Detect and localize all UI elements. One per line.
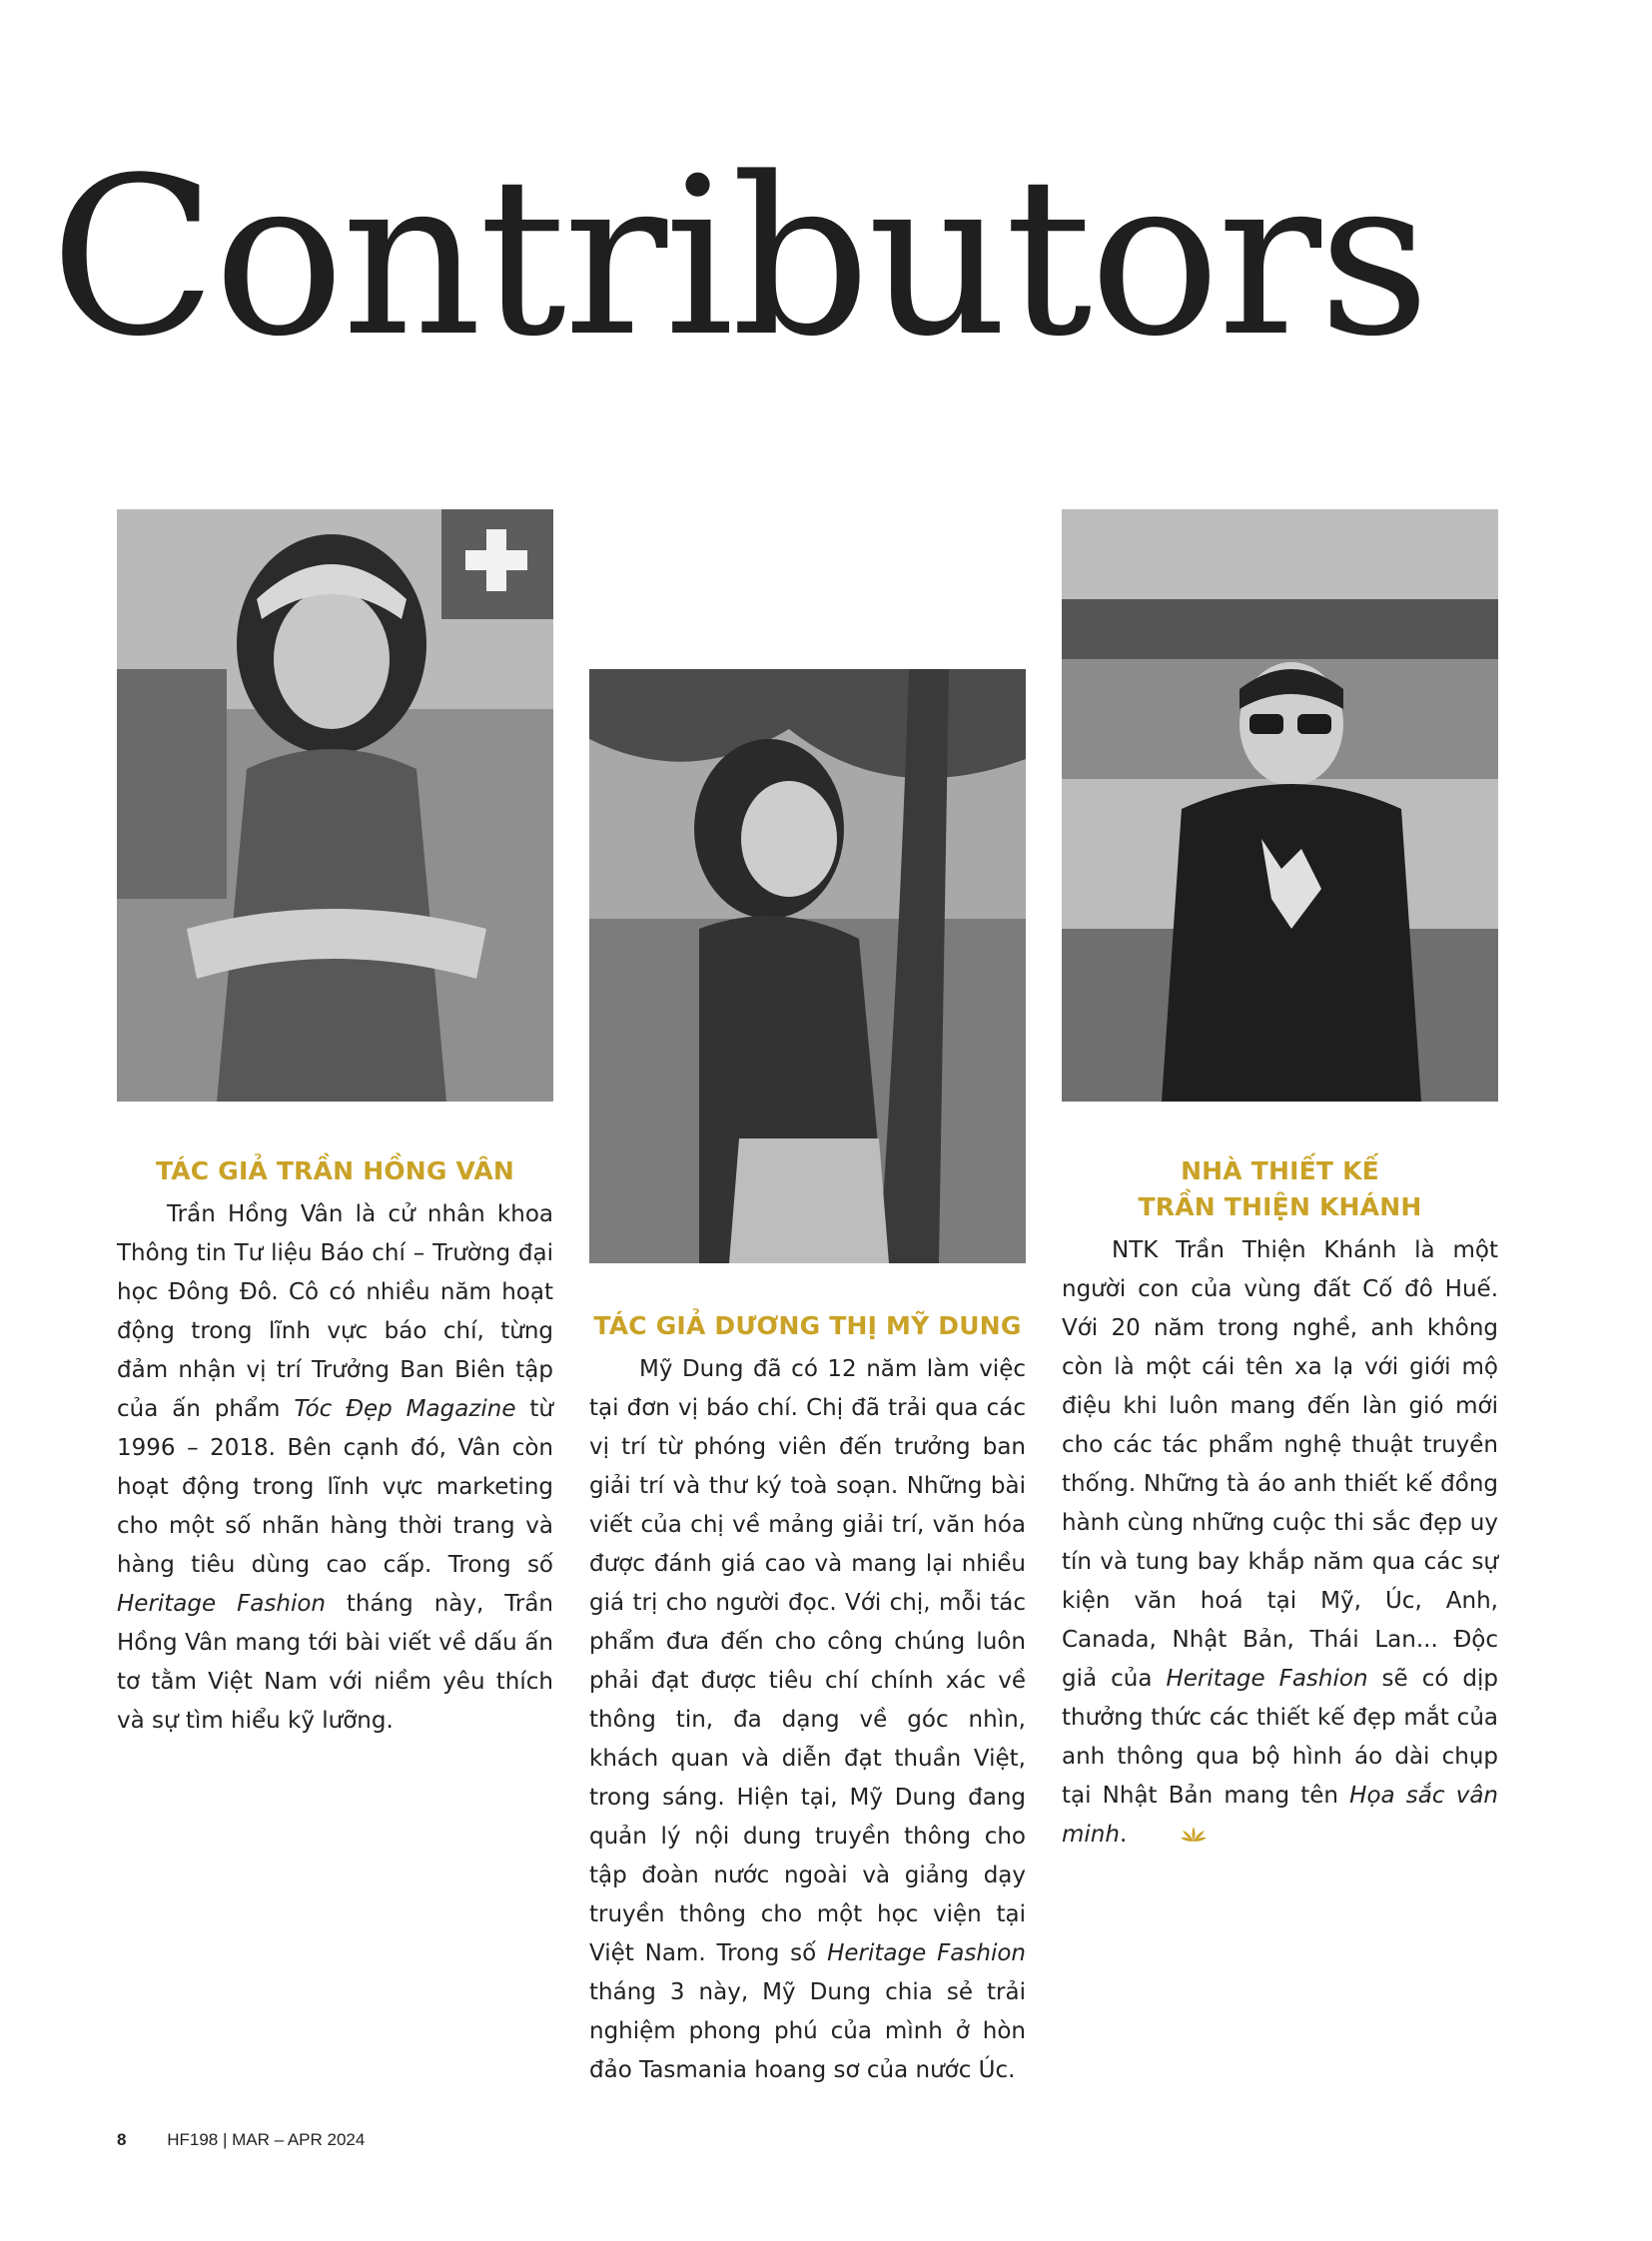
heading-line: TÁC GIẢ TRẦN HỒNG VÂN	[155, 1156, 515, 1185]
bio-text: Mỹ Dung đã có 12 năm làm việc tại đơn vị báo chí. Chị đã trải qua các vị trí từ phóng viên đến trưởng ban giải trí và thư ký toà soạn. Những bài viết của chị về mảng giải trí, văn hóa được đánh giá cao và mang lại nhiều giá trị cho người đọc. Với chị, mỗi tác phẩm đưa đến cho công chúng luôn phải đạt được tiêu chí chính xác về thông tin, đa dạng về góc nhìn, khách quan và diễn đạt thuần Việt, trong sáng. Hiện tại, Mỹ Dung đang quản lý nội dung truyền thông cho tập đoàn nước ngoài và giảng dạy truyền thông cho một học viện tại Việt Nam. Trong số	[589, 1356, 1026, 1966]
bio-italic-text: Heritage Fashion	[1166, 1666, 1368, 1692]
bio-italic-text: Heritage Fashion	[117, 1591, 326, 1617]
portrait-illustration	[117, 509, 553, 1102]
heading-line: TÁC GIẢ DƯƠNG THỊ MỸ DUNG	[593, 1311, 1022, 1340]
bio-italic-text: Tóc Đẹp Magazine	[294, 1396, 516, 1422]
contributor-heading	[1062, 1153, 1498, 1225]
page-footer	[117, 2130, 365, 2150]
bio-text: tháng 3 này, Mỹ Dung chia sẻ trải nghiệm phong phú của mình ở hòn đảo Tasmania hoang sơ của nước Úc.	[589, 1979, 1026, 2083]
contributor-card-tran-thien-khanh	[1062, 1153, 1498, 1855]
bio-italic-text: Họa sắc vân minh	[1062, 1783, 1498, 1848]
portrait-illustration	[1062, 509, 1498, 1102]
contributor-bio	[589, 1350, 1026, 2090]
contributor-card-tran-hong-van	[117, 1153, 553, 1741]
issue-label: HF198 | MAR – APR 2024	[167, 2130, 366, 2149]
contributor-photo-tran-hong-van	[117, 509, 553, 1102]
contributor-heading	[117, 1153, 553, 1189]
contributor-photo-duong-thi-my-dung	[589, 669, 1026, 1263]
bio-text: NTK Trần Thiện Khánh là một người con của vùng đất Cố đô Huế. Với 20 năm trong nghề, anh không còn là một cái tên xa lạ với giới mộ điệu khi luôn mang đến làn gió mới cho các tác phẩm nghệ thuật truyền thống. Những tà áo anh thiết kế đồng hành cùng những cuộc thi sắc đẹp uy tín và tung bay khắp năm qua các sự kiện văn hoá tại Mỹ, Úc, Anh, Canada, Nhật Bản, Thái Lan... Độc giả của	[1062, 1237, 1498, 1692]
heading-line: TRẦN THIỆN KHÁNH	[1138, 1192, 1422, 1221]
bio-text: Trần Hồng Vân là cử nhân khoa Thông tin Tư liệu Báo chí – Trường đại học Đông Đô. Cô có nhiều năm hoạt động trong lĩnh vực báo chí, từng đảm nhận vị trí Trưởng Ban Biên tập của ấn phẩm	[117, 1201, 553, 1422]
contributor-bio	[1062, 1231, 1498, 1855]
heading-line: NHÀ THIẾT KẾ	[1181, 1156, 1379, 1185]
bio-text: .	[1119, 1822, 1128, 1848]
bio-text: từ 1996 – 2018. Bên cạnh đó, Vân còn hoạt động trong lĩnh vực marketing cho một số nhãn hàng thời trang và hàng tiêu dùng cao cấp. Trong số	[117, 1396, 553, 1578]
page-number: 8	[117, 2130, 127, 2149]
bio-italic-text: Heritage Fashion	[827, 1940, 1026, 1966]
page-title: Contributors	[50, 132, 1427, 384]
contributor-card-duong-thi-my-dung	[589, 1308, 1026, 2090]
contributor-bio	[117, 1195, 553, 1741]
portrait-illustration	[589, 669, 1026, 1263]
contributor-photo-tran-thien-khanh	[1062, 509, 1498, 1102]
bio-text: sẽ có dịp thưởng thức các thiết kế đẹp mắt của anh thông qua bộ hình áo dài chụp tại Nhật Bản mang tên	[1062, 1666, 1499, 1809]
bio-text: tháng này, Trần Hồng Vân mang tới bài viết về dấu ấn tơ tằm Việt Nam với niềm yêu thích và sự tìm hiểu kỹ lưỡng.	[117, 1591, 553, 1734]
contributor-heading	[589, 1308, 1026, 1344]
lotus-icon	[1131, 1818, 1157, 1836]
